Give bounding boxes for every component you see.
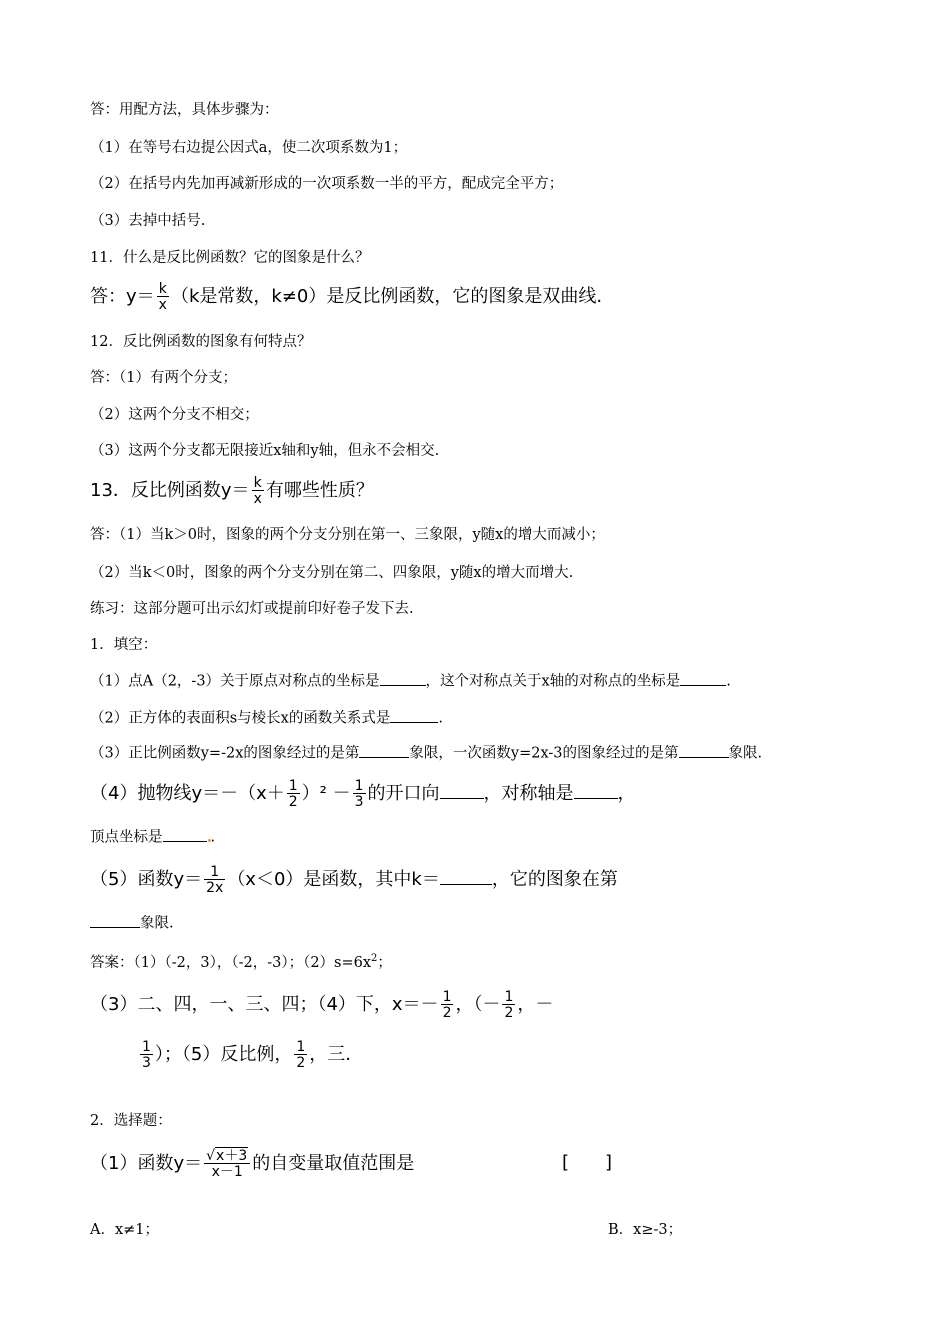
answers-text: 答案：（1）（-2，3），（-2，-3）；（2）s=6x — [90, 954, 372, 971]
fraction-one-half — [441, 990, 454, 1020]
answers-line-3 — [138, 1040, 351, 1070]
answer-blank — [359, 742, 409, 758]
fraction-numerator: 1 — [296, 1039, 306, 1055]
answer-13-item-1: 答：（1）当k＞0时，图象的两个分支分别在第一、三象限，y随x的增大而减小； — [90, 527, 605, 543]
fraction-one-half — [287, 779, 300, 809]
option-a: A．x≠1； — [90, 1222, 160, 1238]
answer-blank — [440, 866, 492, 885]
fraction-one-half — [294, 1040, 307, 1070]
fill-in-item-5-quadrant — [90, 912, 174, 934]
fraction-one-over-2x — [204, 865, 225, 895]
fill-in-item-3 — [90, 742, 762, 764]
item-3-text-b: 象限，一次函数y=2x-3的图象经过的是第 — [409, 745, 679, 762]
answer-12-item-1: 答：（1）有两个分支； — [90, 370, 237, 386]
answer-12-item-3: （3）这两个分支都无限接近x轴和y轴，但永不会相交. — [90, 443, 440, 459]
answer-10-step-3: （3）去掉中括号. — [90, 213, 206, 229]
fraction-denominator: x — [253, 491, 262, 507]
item-1-text-b: ，这个对称点关于x轴的对称点的坐标是 — [425, 673, 681, 690]
question-13 — [90, 476, 374, 506]
answers-3-text-c: ，－ — [517, 994, 554, 1015]
answer-bracket: [ ] — [562, 1152, 613, 1173]
answer-13-item-2: （2）当k＜0时，图象的两个分支分别在第二、四象限，y随x的增大而增大. — [90, 565, 574, 581]
fill-in-item-4-vertex — [90, 826, 215, 848]
item-3-text-c: 象限. — [728, 745, 763, 762]
item-4-text-g: . — [210, 829, 216, 846]
answers-end: ； — [377, 954, 392, 971]
fraction-denominator: 3 — [142, 1055, 151, 1071]
fraction-numerator: 1 — [142, 1039, 151, 1055]
item-1-text-a: （1）点A（2，-3）关于原点对称点的坐标是 — [90, 673, 380, 690]
question-11: 11．什么是反比例函数？它的图象是什么？ — [90, 250, 370, 266]
answer-blank — [380, 670, 426, 686]
fraction-numerator: k — [158, 281, 167, 297]
fraction-denominator: 2 — [288, 794, 298, 810]
item-4-text-b: ）² － — [301, 783, 351, 804]
item-1-text-c: . — [726, 673, 731, 690]
fraction-numerator: 1 — [504, 989, 514, 1005]
fill-in-title: 1．填空： — [90, 637, 158, 653]
answer-11-suffix: （k是常数，k≠0）是反比例函数，它的图象是双曲线. — [170, 286, 603, 307]
answer-blank — [680, 670, 726, 686]
answers-3-text-b: ，（－ — [455, 994, 501, 1015]
fraction-numerator: 1 — [354, 778, 364, 794]
fill-in-item-1 — [90, 670, 731, 692]
fraction-denominator: 2 — [504, 1005, 514, 1021]
fraction-k-over-x — [157, 282, 169, 312]
fraction-sqrt-expression — [204, 1149, 250, 1179]
fraction-numerator: k — [253, 475, 262, 491]
fill-in-item-4 — [90, 779, 636, 809]
choice-1-text-a: （1）函数y＝ — [90, 1153, 203, 1174]
answer-10-step-1: （1）在等号右边提公因式a，使二次项系数为1； — [90, 140, 408, 156]
fill-in-item-5 — [90, 865, 618, 895]
choice-1-text-b: 的自变量取值范围是 — [252, 1153, 415, 1174]
answer-blank — [390, 707, 438, 723]
fraction-one-third — [353, 779, 366, 809]
answers-4-text-b: ，三. — [309, 1044, 352, 1065]
item-3-text-a: （3）正比例函数y=-2x的图象经过的是第 — [90, 745, 360, 762]
item-4-text-c: 的开口向 — [367, 783, 440, 804]
fraction-numerator: 1 — [210, 864, 220, 880]
fraction-denominator: x－1 — [204, 1163, 250, 1179]
item-5-text-a: （5）函数y＝ — [90, 869, 203, 890]
superscript: 2 — [371, 953, 378, 964]
fraction-k-over-x — [252, 476, 264, 506]
fraction-denominator: 2x — [206, 880, 224, 896]
item-2-text-b: . — [438, 710, 443, 727]
fraction-numerator: √x＋3 — [206, 1148, 248, 1164]
answer-blank — [679, 742, 729, 758]
item-4-text-a: （4）抛物线y＝－（x＋ — [90, 783, 285, 804]
fraction-denominator: 2 — [442, 1005, 452, 1021]
answers-line-1 — [90, 949, 392, 973]
fraction-numerator: 1 — [288, 778, 298, 794]
fraction-denominator: x — [158, 297, 167, 313]
choice-title: 2．选择题： — [90, 1113, 172, 1129]
answer-10-intro: 答：用配方法，具体步骤为： — [90, 102, 279, 118]
choice-item-1 — [90, 1149, 850, 1179]
fraction-numerator: 1 — [442, 989, 452, 1005]
fraction-one-third — [140, 1040, 153, 1070]
answer-blank — [440, 780, 484, 799]
question-13-prefix: 13．反比例函数y＝ — [90, 480, 250, 501]
answer-blank — [90, 912, 140, 928]
item-4-text-f: 顶点坐标是 — [90, 829, 163, 846]
sqrt-radicand: x＋3 — [216, 1148, 248, 1164]
answer-11-prefix: 答：y＝ — [90, 286, 155, 307]
answer-blank — [574, 780, 618, 799]
practice-note: 练习：这部分题可出示幻灯或提前印好卷子发下去. — [90, 601, 414, 617]
answer-blank — [163, 826, 207, 842]
answers-4-text-a: ）；（5）反比例， — [154, 1044, 293, 1065]
fill-in-item-2 — [90, 707, 443, 729]
answer-11 — [90, 282, 602, 312]
fraction-one-half — [502, 990, 515, 1020]
answers-line-2 — [90, 990, 553, 1020]
item-5-text-d: 象限. — [140, 915, 174, 932]
question-12: 12．反比例函数的图象有何特点？ — [90, 334, 312, 350]
answer-12-item-2: （2）这两个分支不相交； — [90, 407, 259, 423]
fraction-denominator: 3 — [354, 794, 364, 810]
question-13-suffix: 有哪些性质？ — [265, 480, 374, 501]
answers-3-text-a: （3）二、四，一、三、四；（4）下，x＝－ — [90, 994, 439, 1015]
item-2-text-a: （2）正方体的表面积s与棱长x的函数关系式是 — [90, 710, 391, 727]
option-b: B．x≥-3； — [608, 1222, 683, 1238]
item-5-text-c: ，它的图象在第 — [491, 869, 618, 890]
item-4-text-e: ， — [617, 783, 636, 804]
item-5-text-b: （x＜0）是函数，其中k＝ — [227, 869, 440, 890]
answer-10-step-2: （2）在括号内先加再减新形成的一次项系数一半的平方，配成完全平方； — [90, 176, 564, 192]
fraction-denominator: 2 — [296, 1055, 306, 1071]
item-4-text-d: ，对称轴是 — [483, 783, 574, 804]
